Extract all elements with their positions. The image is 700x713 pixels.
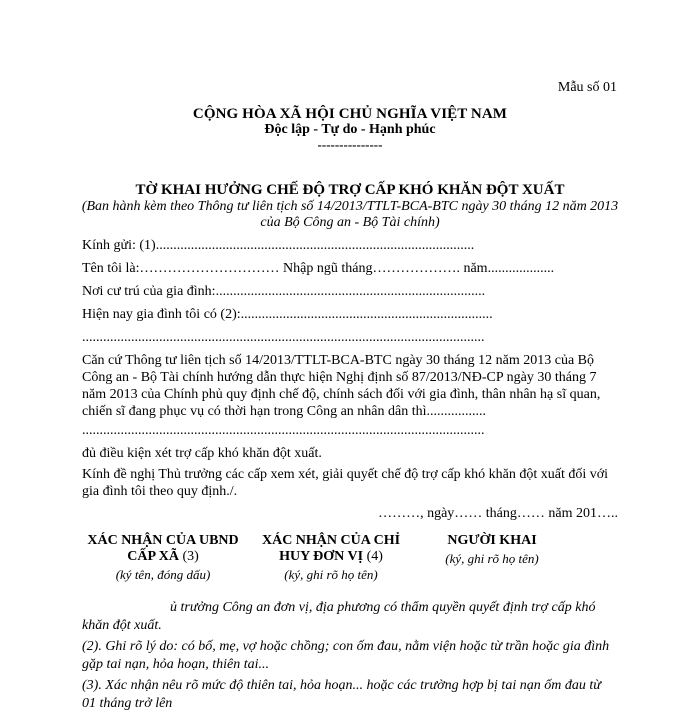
signature-block-commune <box>78 533 248 583</box>
name-enlistment-field[interactable]: Tên tôi là:………………………… Nhập ngũ tháng………………. năm................... <box>82 261 555 276</box>
document-subtitle-line2: của Bộ Công an - Bộ Tài chính) <box>260 215 440 230</box>
national-title: CỘNG HÒA XÃ HỘI CHỦ NGHĨA VIỆT NAM <box>192 106 508 122</box>
eligibility-text: đủ điều kiện xét trợ cấp khó khăn đột xuất. <box>82 446 322 461</box>
document-subtitle-line1: (Ban hành kèm theo Thông tư liên tịch số 14/2013/TTLT-BCA-BTC ngày 30 tháng 12 năm 2013 <box>81 199 619 214</box>
footnote-3: (3). Xác nhận nêu rõ mức độ thiên tai, hỏa hoạn... hoặc các trường hợp bị tai nạn ốm đau từ 01 tháng trở lên <box>82 678 601 711</box>
addressee-field[interactable]: Kính gửi: (1)........................................................................................... <box>82 238 475 253</box>
signature-instruction: (ký tên, đóng dấu) <box>115 567 211 582</box>
header-separator: --------------- <box>317 137 383 152</box>
signature-block-commander <box>246 533 416 583</box>
document-title: TỜ KHAI HƯỞNG CHẾ ĐỘ TRỢ CẤP KHÓ KHĂN ĐỘT XUẤT <box>135 182 565 198</box>
signature-title: XÁC NHẬN CỦA UBND CẤP XÃ (3) <box>87 533 239 564</box>
situation-field[interactable]: Hiện nay gia đình tôi có (2):........................................................................ <box>82 307 493 322</box>
legal-basis-paragraph: Căn cứ Thông tư liên tịch số 14/2013/TTLT-BCA-BTC ngày 30 tháng 12 năm 2013 của Bộ Công an - Bộ Tài chính hướng dẫn thực hiện Nghị định số 87/2013/NĐ-CP ngày 30 tháng 7 năm 2013 của Chính phủ quy định chế độ, chính sách đối với gia đình, thân nhân hạ sĩ quan, chiến sĩ đang phục vụ có thời hạn trong Công an nhân dân thì................. <box>82 353 601 419</box>
request-paragraph: Kính đề nghị Thủ trưởng các cấp xem xét, giải quyết chế độ trợ cấp khó khăn đột xuất đối với gia đình tôi theo quy định./. <box>82 467 609 499</box>
footnote-2: (2). Ghi rõ lý do: có bố, mẹ, vợ hoặc chồng; con ốm đau, nằm viện hoặc từ trần hoặc gia đình gặp tai nạn, hỏa hoạn, thiên tai... <box>82 639 610 672</box>
signature-block-declarant <box>407 533 577 567</box>
signature-title: XÁC NHẬN CỦA CHỈ HUY ĐƠN VỊ (4) <box>261 533 401 564</box>
signature-instruction: (ký, ghi rõ họ tên) <box>445 551 539 566</box>
form-number: Mẫu số 01 <box>557 80 617 95</box>
blank-line[interactable]: ................................................................................................................... <box>82 423 485 438</box>
date-line[interactable]: ………, ngày…… tháng…… năm 201….. <box>378 506 618 521</box>
residence-field[interactable]: Nơi cư trú của gia đình:............................................................................. <box>82 284 486 299</box>
signature-instruction: (ký, ghi rõ họ tên) <box>284 567 378 582</box>
blank-line[interactable]: ................................................................................................................... <box>82 330 485 345</box>
signature-title: NGƯỜI KHAI <box>447 533 537 548</box>
national-motto: Độc lập - Tự do - Hạnh phúc <box>264 122 436 137</box>
footnote-1: ủ trưởng Công an đơn vị, địa phương có thẩm quyền quyết định trợ cấp khó khăn đột xuất. <box>82 600 596 633</box>
